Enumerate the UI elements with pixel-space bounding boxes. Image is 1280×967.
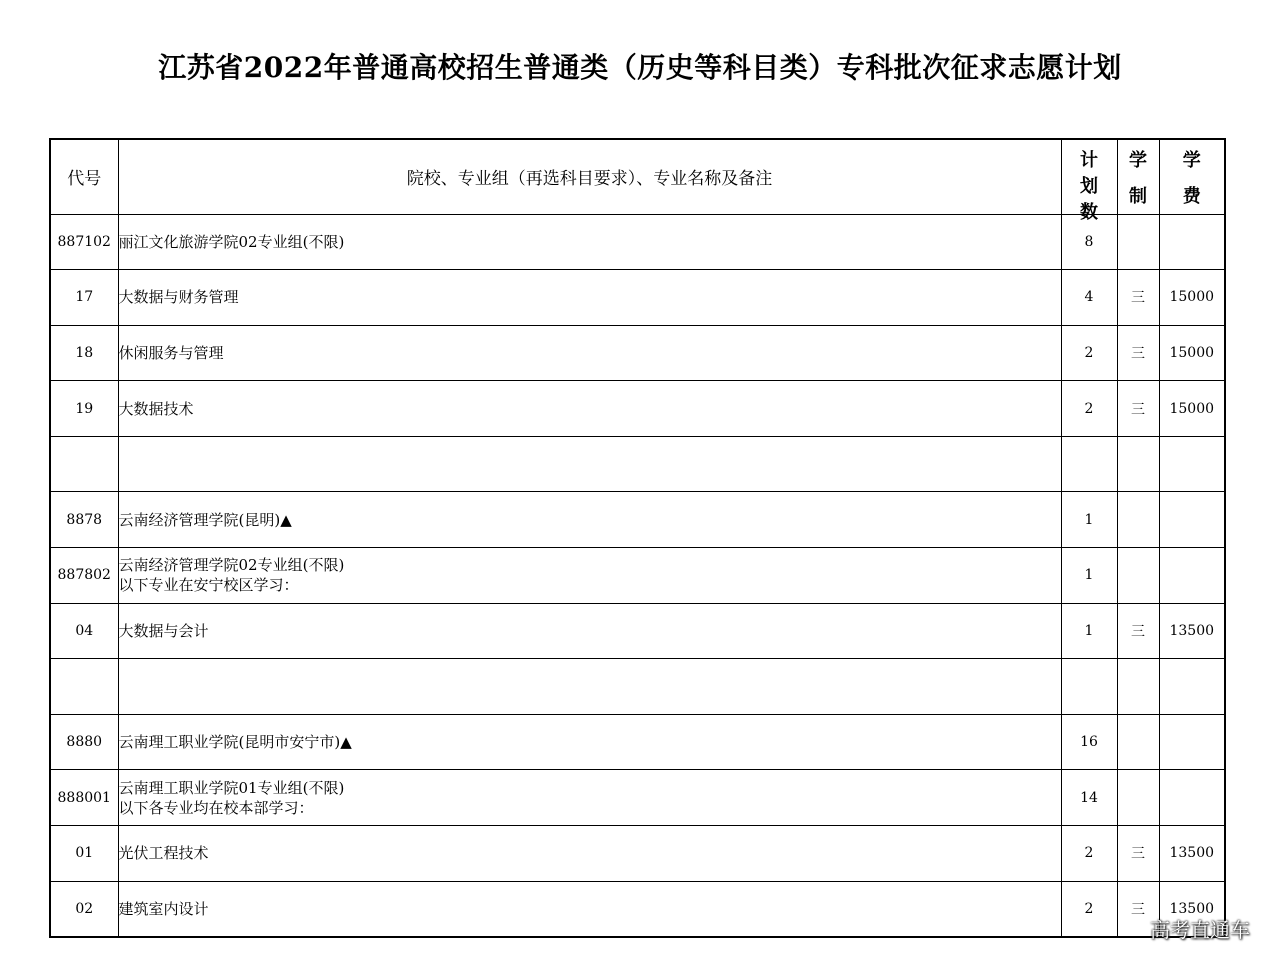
cell-fee: 13500 [1159, 603, 1225, 659]
cell-name [118, 881, 1061, 937]
cell-system [1117, 770, 1159, 826]
name-line: 云南理工职业学院01专业组(不限) [118, 778, 345, 797]
table-row [50, 214, 1225, 270]
cell-plan: 2 [1061, 881, 1117, 937]
cell-system: 三 [1117, 270, 1159, 326]
cell-system: 三 [1117, 826, 1159, 882]
name-line: 云南理工职业学院(昆明市安宁市)▲ [118, 733, 352, 752]
cell-name [118, 770, 1061, 826]
cell-code: 888001 [50, 770, 118, 826]
table-row [50, 492, 1225, 548]
cell-system: 三 [1117, 603, 1159, 659]
header-plan-char: 划 [1080, 175, 1098, 197]
cell-code: 8878 [50, 492, 118, 548]
cell-fee [1159, 492, 1225, 548]
page-title: 江苏省2022年普通高校招生普通类（历史等科目类）专科批次征求志愿计划 [158, 51, 1122, 84]
header-system [1117, 139, 1159, 214]
cell-plan [1061, 436, 1117, 492]
cell-system [1117, 714, 1159, 770]
name-line: 丽江文化旅游学院02专业组(不限) [118, 232, 345, 251]
name-line: 光伏工程技术 [118, 844, 209, 863]
table-row [50, 381, 1225, 437]
cell-name [118, 714, 1061, 770]
header-code: 代号 [50, 139, 118, 214]
name-note: 以下各专业均在校本部学习： [118, 798, 314, 817]
cell-plan: 1 [1061, 603, 1117, 659]
header-name: 院校、专业组（再选科目要求）、专业名称及备注 [118, 139, 1061, 214]
cell-code [50, 659, 118, 715]
cell-fee [1159, 714, 1225, 770]
header-system-char: 学 [1129, 149, 1147, 171]
cell-name [118, 214, 1061, 270]
table-row [50, 436, 1225, 492]
table-row [50, 826, 1225, 882]
cell-plan: 2 [1061, 826, 1117, 882]
header-plan [1061, 139, 1117, 223]
cell-name [118, 659, 1061, 715]
cell-plan [1061, 659, 1117, 715]
header-plan-char: 计 [1080, 149, 1098, 171]
cell-system [1117, 659, 1159, 715]
cell-code: 18 [50, 325, 118, 381]
cell-fee [1159, 214, 1225, 270]
cell-code: 17 [50, 270, 118, 326]
cell-plan: 2 [1061, 381, 1117, 437]
cell-name [118, 492, 1061, 548]
cell-fee: 15000 [1159, 270, 1225, 326]
cell-fee [1159, 436, 1225, 492]
cell-plan: 2 [1061, 325, 1117, 381]
cell-plan: 14 [1061, 770, 1117, 826]
name-line: 云南经济管理学院(昆明)▲ [118, 510, 292, 529]
header-fee-char: 学 [1182, 149, 1201, 171]
cell-name [118, 548, 1061, 604]
cell-system: 三 [1117, 325, 1159, 381]
cell-fee: 13500 [1159, 881, 1225, 937]
table-row [50, 714, 1225, 770]
cell-code: 19 [50, 381, 118, 437]
name-line: 大数据技术 [118, 399, 194, 418]
name-note: 以下专业在安宁校区学习： [118, 576, 299, 595]
name-line: 休闲服务与管理 [118, 343, 224, 362]
table-header-row [50, 139, 1225, 214]
cell-system: 三 [1117, 381, 1159, 437]
cell-system [1117, 548, 1159, 604]
name-line: 建筑室内设计 [118, 899, 209, 918]
header-fee-char: 费 [1182, 185, 1201, 207]
cell-fee [1159, 548, 1225, 604]
cell-fee: 15000 [1159, 325, 1225, 381]
table-row [50, 881, 1225, 937]
cell-plan: 16 [1061, 714, 1117, 770]
table-row [50, 770, 1225, 826]
table-row [50, 603, 1225, 659]
cell-name [118, 325, 1061, 381]
cell-name [118, 603, 1061, 659]
cell-fee: 13500 [1159, 826, 1225, 882]
cell-code: 887802 [50, 548, 118, 604]
table-row [50, 325, 1225, 381]
cell-code: 8880 [50, 714, 118, 770]
header-fee [1159, 139, 1225, 214]
cell-plan: 8 [1061, 214, 1117, 270]
cell-plan: 4 [1061, 270, 1117, 326]
cell-name [118, 270, 1061, 326]
cell-code [50, 436, 118, 492]
plan-table [49, 138, 1226, 938]
cell-fee [1159, 659, 1225, 715]
cell-code: 04 [50, 603, 118, 659]
table-row [50, 659, 1225, 715]
name-line: 云南经济管理学院02专业组(不限) [118, 556, 345, 575]
watermark-text: 高考直通车 [1150, 918, 1250, 942]
cell-plan: 1 [1061, 548, 1117, 604]
cell-system [1117, 492, 1159, 548]
cell-name [118, 381, 1061, 437]
cell-name [118, 436, 1061, 492]
table-row [50, 548, 1225, 604]
cell-code: 01 [50, 826, 118, 882]
cell-code: 887102 [50, 214, 118, 270]
cell-code: 02 [50, 881, 118, 937]
cell-fee: 15000 [1159, 381, 1225, 437]
cell-fee [1159, 770, 1225, 826]
header-system-char: 制 [1129, 185, 1147, 207]
cell-name [118, 826, 1061, 882]
table-row [50, 270, 1225, 326]
name-line: 大数据与会计 [118, 621, 209, 640]
cell-plan: 1 [1061, 492, 1117, 548]
header-plan-char: 数 [1080, 201, 1098, 223]
cell-system [1117, 436, 1159, 492]
cell-system [1117, 214, 1159, 270]
name-line: 大数据与财务管理 [118, 288, 239, 307]
cell-system: 三 [1117, 881, 1159, 937]
